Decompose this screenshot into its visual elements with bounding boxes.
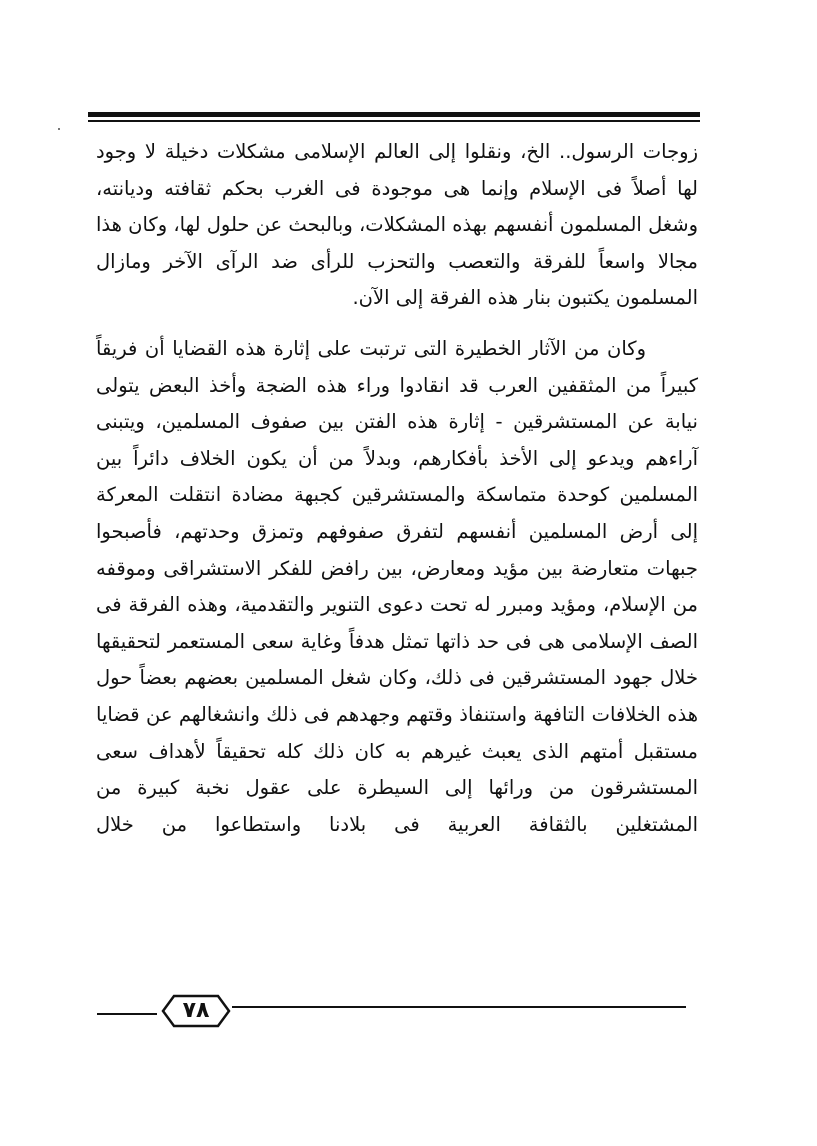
margin-speck <box>58 128 60 130</box>
footer-rule-left <box>97 1013 157 1015</box>
page-number: ٧٨ <box>182 998 210 1023</box>
paragraph-1: زوجات الرسول.. الخ، ونقلوا إلى العالم الإسلامى مشكلات دخيلة لا وجود لها أصلاً فى الإسلام وإنما هى موجودة فى الغرب بحكم ثقافته وديانته، وشغل المسلمون أنفسهم بهذه المشكلات، وبالبحث عن حلول لها، وكان هذا مجالا واسعاً للفرقة والتعصب والتحزب للرأى ضد الرآى الآخر ومازال المسلمون يكتبون بنار هذه الفرقة إلى الآن. <box>96 140 698 310</box>
page-number-badge <box>160 993 232 1029</box>
header-rule-thin <box>88 120 700 122</box>
footer-rule-right <box>232 1006 686 1008</box>
paragraph-2: وكان من الآثار الخطيرة التى ترتبت على إثارة هذه القضايا أن فريقاً كبيراً من المثقفين العرب قد انقادوا وراء هذه الضجة وأخذ البعض يتولى نيابة عن المستشرقين - إثارة هذه الفتن بين صفوف المسلمين، ويتبنى آراءهم ويدعو إلى الأخذ بأفكارهم، وبدلاً من أن يكون الخلاف دائراً بين المسلمين كوحدة متماسكة والمستشرقين كجبهة مضادة انتقلت المعركة إلى أرض المسلمين أنفسهم لتفرق صفوفهم وتمزق وحدتهم، فأصبحوا جبهات متعارضة بين مؤيد ومعارض، بين رافض للفكر الاستشراقى وموقفه من الإسلام، ومؤيد ومبرر له تحت دعوى التنوير والتقدمية، وهذه الفرقة فى الصف الإسلامى هى فى حد ذاتها تمثل هدفاً وغاية سعى المستعمر لتحقيقها خلال جهود المستشرقين فى ذلك، وكان شغل المسلمين بعضهم بعضاً حول هذه الخلافات التافهة واستنفاذ وقتهم وجهدهم فى ذلك وانشغالهم عن قضايا مستقبل أمتهم الذى يعبث غيرهم به كان ذلك كله تحقيقاً لأهداف سعى المستشرقون من ورائها إلى السيطرة على عقول نخبة كبيرة من المشتغلين بالثقافة العربية فى بلادنا واستطاعوا من خلال <box>96 336 698 836</box>
header-rule-thick <box>88 112 700 117</box>
body-text <box>96 134 698 843</box>
